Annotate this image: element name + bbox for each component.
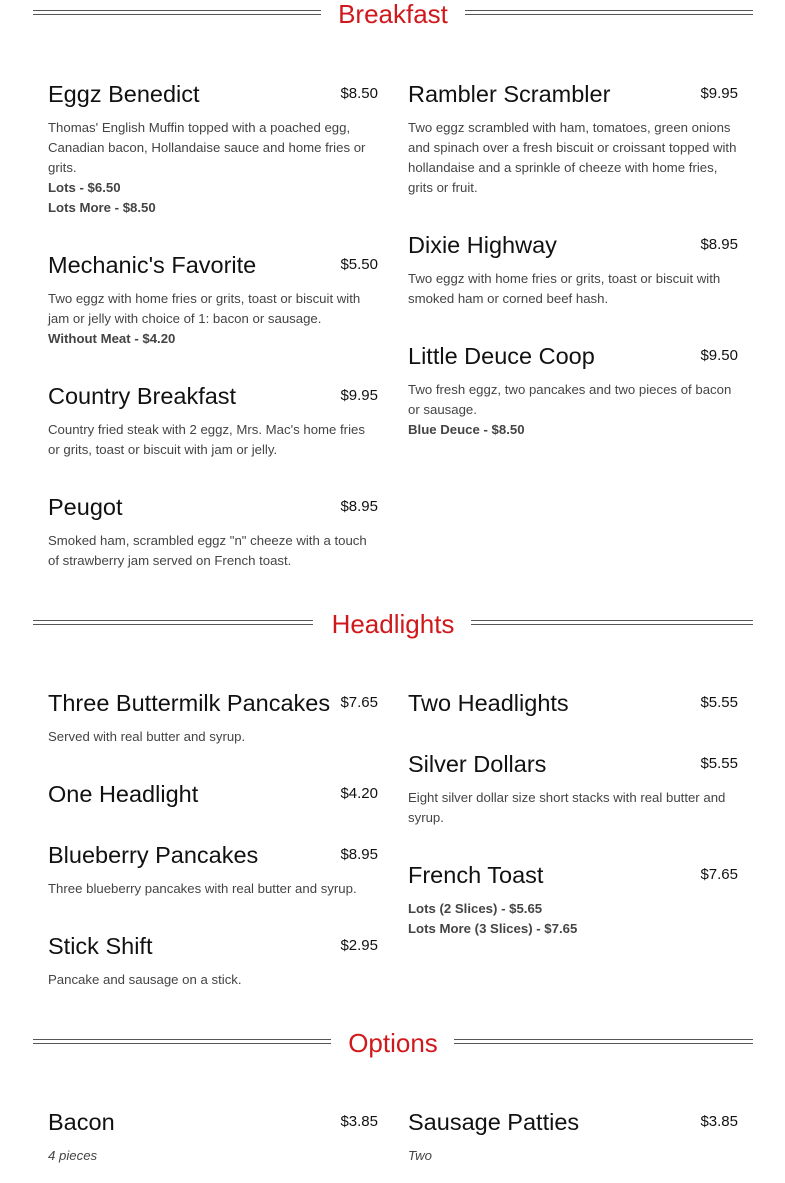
item-price: $9.95	[340, 387, 378, 404]
item-price: $8.95	[340, 846, 378, 863]
item-description: Eight silver dollar size short stacks with real butter and syrup.	[408, 790, 726, 825]
item-extra: Lots - $6.50	[48, 180, 121, 195]
item-description: Two eggz with home fries or grits, toast or biscuit with jam or jelly with choice of 1: bacon or sausage.	[48, 291, 361, 326]
item-price: $3.85	[340, 1113, 378, 1130]
section-title: Breakfast	[332, 0, 454, 29]
item-description: Country fried steak with 2 eggz, Mrs. Mac's home fries or grits, toast or biscuit with jam or jelly.	[48, 422, 365, 457]
item-name: Country Breakfast	[48, 383, 237, 409]
section-title: Options	[342, 1028, 444, 1058]
item-name: Dixie Highway	[408, 232, 557, 258]
item-extra: Lots More (3 Slices) - $7.65	[408, 921, 578, 936]
section-header-breakfast	[33, 0, 753, 32]
item-note: Two	[408, 1148, 432, 1163]
item-extra: Blue Deuce - $8.50	[408, 422, 525, 437]
item-price: $8.50	[340, 85, 378, 102]
item-name: Eggz Benedict	[48, 81, 200, 107]
item-description: Smoked ham, scrambled eggz "n" cheeze with a touch of strawberry jam served on French toast.	[48, 533, 367, 568]
item-name: Mechanic's Favorite	[48, 252, 257, 278]
item-price: $7.65	[340, 694, 378, 711]
section-title: Headlights	[326, 609, 461, 639]
item-price: $9.95	[700, 85, 738, 102]
item-extra: Lots (2 Slices) - $5.65	[408, 901, 543, 916]
item-description: Three blueberry pancakes with real butter and syrup.	[48, 881, 357, 896]
item-name: French Toast	[408, 862, 544, 888]
item-price: $7.65	[700, 866, 738, 883]
item-name: Rambler Scrambler	[408, 81, 611, 107]
item-description: Pancake and sausage on a stick.	[48, 972, 242, 987]
item-price: $3.85	[700, 1113, 738, 1130]
item-description: Two fresh eggz, two pancakes and two pieces of bacon or sausage.	[408, 382, 732, 417]
item-price: $8.95	[700, 236, 738, 253]
item-name: One Headlight	[48, 781, 199, 807]
item-name: Sausage Patties	[408, 1109, 580, 1135]
item-name: Silver Dollars	[408, 751, 547, 777]
item-price: $4.20	[340, 785, 378, 802]
item-price: $5.50	[340, 256, 378, 273]
section-header-headlights	[33, 610, 753, 642]
item-name: Stick Shift	[48, 933, 153, 959]
item-description: Two eggz with home fries or grits, toast or biscuit with smoked ham or corned beef hash.	[408, 271, 721, 306]
item-name: Three Buttermilk Pancakes	[48, 690, 331, 716]
item-extra: Lots More - $8.50	[48, 200, 156, 215]
item-price: $8.95	[340, 498, 378, 515]
item-name: Two Headlights	[408, 690, 569, 716]
item-note: 4 pieces	[48, 1148, 98, 1163]
item-price: $5.55	[700, 755, 738, 772]
item-name: Little Deuce Coop	[408, 343, 595, 369]
item-name: Bacon	[48, 1109, 115, 1135]
item-description: Two eggz scrambled with ham, tomatoes, green onions and spinach over a fresh biscuit or croissant topped with hollandaise and a sprinkle of cheeze with home fries, grits or fruit.	[408, 120, 737, 195]
item-price: $9.50	[700, 347, 738, 364]
section-header-options	[33, 1029, 753, 1061]
item-name: Peugot	[48, 494, 123, 520]
item-description: Served with real butter and syrup.	[48, 729, 246, 744]
item-name: Blueberry Pancakes	[48, 842, 259, 868]
item-price: $5.55	[700, 694, 738, 711]
item-description: Thomas' English Muffin topped with a poached egg, Canadian bacon, Hollandaise sauce and home fries or grits.	[48, 120, 366, 175]
item-extra: Without Meat - $4.20	[48, 331, 176, 346]
item-price: $2.95	[340, 937, 378, 954]
